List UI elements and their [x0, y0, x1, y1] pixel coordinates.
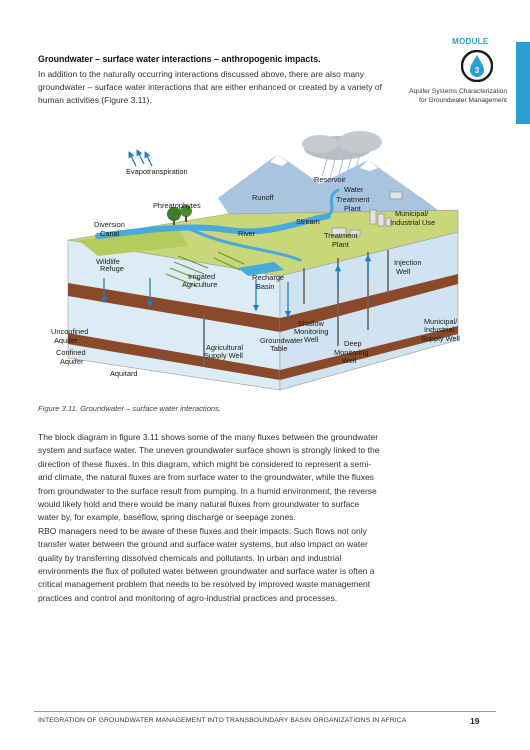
label-shallow-monitoring-well-1: Shallow	[298, 319, 324, 328]
label-diversion-canal-1: Diversion	[94, 220, 125, 229]
label-stream: Stream	[296, 217, 320, 226]
label-wildlife-refuge-2: Refuge	[100, 264, 124, 273]
label-municipal-use-2: Industrial Use	[390, 218, 436, 227]
module-side-bar	[516, 42, 530, 124]
body-text	[38, 431, 380, 605]
body-paragraph-1: The block diagram in figure 3.11 shows some of the many fluxes between the groundwater system and surface water. The uneven groundwater surface shown is strongly linked to the direction of these fluxes. In this diagram, which might be considered to represent a semi-arid climate, the natural fluxes are from surface water to the groundwater, while the fluxes from groundwater to the surface result from pumping. In a humid environment, the reverse would likely hold and there would be many natural fluxes from groundwater to surface water by, for example, baseflow, spring discharge or seepage zones.	[38, 432, 380, 523]
label-confined-aquifer-1: Confined	[56, 348, 86, 357]
label-deep-monitoring-well-3: Well	[342, 356, 357, 365]
label-aquitard: Aquitard	[110, 369, 138, 378]
label-municipal-supply-well-3: Supply Well	[421, 334, 460, 343]
footer-divider	[34, 711, 496, 712]
label-runoff: Runoff	[252, 193, 274, 202]
label-evapotranspiration: Evapotranspiration	[126, 167, 188, 176]
label-recharge-basin-1: Recharge	[252, 273, 285, 282]
label-injection-well-2: Well	[396, 267, 411, 276]
label-shallow-monitoring-well-2: Monitoring	[294, 327, 329, 336]
module-number: 3	[474, 66, 480, 75]
groundwater-surface-water-block-diagram	[38, 118, 478, 400]
label-water-treatment-2: Treatment	[336, 195, 370, 204]
module-subtitle	[386, 88, 507, 105]
label-treatment-plant-2: Plant	[332, 240, 349, 249]
label-groundwater-table-2: Table	[270, 344, 288, 353]
label-confined-aquifer-2: Aquifer	[60, 357, 84, 366]
label-river: River	[238, 229, 256, 238]
module-subtitle-line-1: Aquifer Systems Characterization	[409, 88, 507, 95]
label-agricultural-supply-well-2: Supply Well	[204, 351, 243, 360]
label-phreatophytes: Phreatophytes	[153, 201, 201, 210]
label-unconfined-aquifer-2: Aquifer	[54, 336, 78, 345]
intro-paragraph: In addition to the naturally occurring interactions discussed above, there are also many groundwater – surface water interactions that are either enhanced or created by a variety of human activities (Figure 3.11).	[38, 69, 382, 106]
label-unconfined-aquifer-1: Unconfined	[51, 327, 89, 336]
label-irrigated-agriculture-1: Irrigated	[188, 272, 216, 281]
label-irrigated-agriculture-2: Agriculture	[182, 280, 218, 289]
label-injection-well-1: Injection	[394, 258, 422, 267]
footer-text: INTEGRATION OF GROUNDWATER MANAGEMENT INTO TRANSBOUNDARY BASIN ORGANIZATIONS IN AFRICA	[38, 717, 407, 724]
label-water-treatment-3: Plant	[344, 204, 361, 213]
page-number: 19	[470, 716, 480, 726]
label-recharge-basin-2: Basin	[256, 282, 275, 291]
label-municipal-supply-well-1: Municipal/	[424, 317, 458, 326]
body-paragraph-2: RBO managers need to be aware of these fluxes and their impacts. Such flows not only transfer water between the ground and surface water systems, but also impact on water quality by transferring dissolved chemicals and pollutants. In urban and industrial environments the flux of polluted water between groundwater and surface water is often a critical management problem that needs to be resolved by improved waste management practices and control and monitoring of agro-industrial practices and processes.	[38, 525, 375, 603]
module-subtitle-line-2: for Groundwater Management	[419, 96, 507, 104]
label-deep-monitoring-well-2: Monitoring	[334, 348, 369, 357]
label-agricultural-supply-well-1: Agricultural	[206, 343, 243, 352]
label-municipal-use-1: Municipal/	[395, 209, 429, 218]
label-diversion-canal-2: Canal	[100, 229, 120, 238]
label-deep-monitoring-well-1: Deep	[344, 339, 362, 348]
label-treatment-plant-1: Treatment	[324, 231, 358, 240]
module-label: MODULE	[452, 37, 489, 46]
section-heading: Groundwater – surface water interactions – anthropogenic impacts.	[38, 54, 321, 64]
water-drop-logo-icon	[461, 50, 493, 82]
label-wildlife-refuge-1: Wildlife	[96, 257, 120, 266]
figure-caption: Figure 3.11. Groundwater – surface water interactions.	[38, 404, 222, 413]
label-municipal-supply-well-2: Industrial	[424, 325, 454, 334]
label-reservoir: Reservoir	[314, 175, 346, 184]
label-water-treatment-1: Water	[344, 185, 364, 194]
label-groundwater-table-1: Groundwater	[260, 336, 303, 345]
label-shallow-monitoring-well-3: Well	[304, 335, 319, 344]
